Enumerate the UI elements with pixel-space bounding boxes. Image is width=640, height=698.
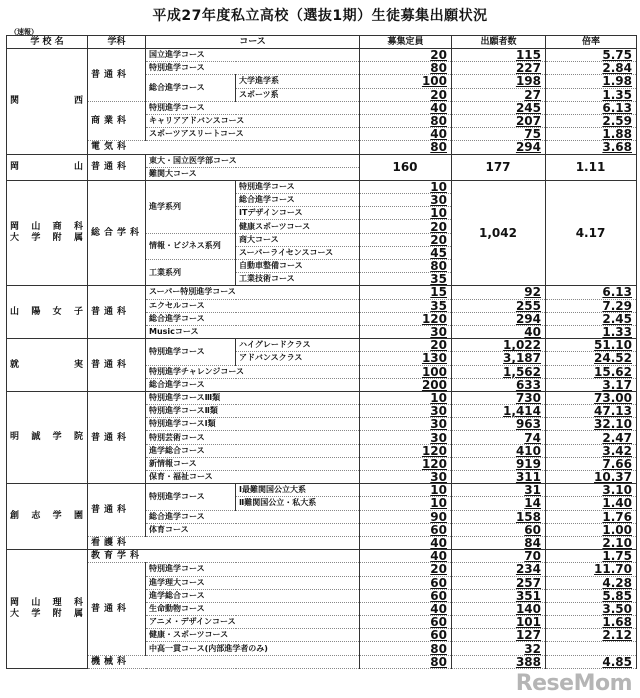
course-name: 健康・スポーツコース xyxy=(146,629,360,642)
capacity-value: 80 xyxy=(360,260,452,273)
capacity-value: 35 xyxy=(360,299,452,312)
capacity-value: 30 xyxy=(360,471,452,484)
capacity-value: 100 xyxy=(360,75,452,88)
capacity-value: 10 xyxy=(360,207,452,220)
ratio-value: 1.68 xyxy=(546,616,637,629)
course-name: ハイグレードクラス xyxy=(236,339,360,352)
header-school: 学 校 名 xyxy=(7,36,88,49)
applicants-value: 140 xyxy=(452,602,546,615)
dept-name: 普通科 xyxy=(88,484,146,537)
course-name: 総合進学コース xyxy=(146,312,360,325)
course-name: アニメ・デザインコース xyxy=(146,616,360,629)
applicants-value: 75 xyxy=(452,128,546,141)
course-name: 工業技術コース xyxy=(236,273,360,286)
table-row xyxy=(7,563,637,576)
course-name: 大学進学系 xyxy=(236,75,360,88)
school-name-line: 岡 山 xyxy=(10,161,83,172)
course-name: 特別進学コース xyxy=(146,101,360,114)
capacity-value: 30 xyxy=(360,325,452,338)
ratio-value: 5.85 xyxy=(546,589,637,602)
applicants-value: 27 xyxy=(452,88,546,101)
header-ratio: 倍率 xyxy=(546,36,637,49)
course-name: 商大コース xyxy=(236,233,360,246)
ratio-value: 1.76 xyxy=(546,510,637,523)
applicants-value: 294 xyxy=(452,141,546,154)
applicants-value: 633 xyxy=(452,378,546,391)
course-name: スーパーライセンスコース xyxy=(236,246,360,259)
resemom-watermark-logo: ReseMom xyxy=(515,671,632,696)
course-name: アドバンスクラス xyxy=(236,352,360,365)
table-row xyxy=(7,550,637,563)
capacity-value: 20 xyxy=(360,563,452,576)
course-name: 東大・国立医学部コース xyxy=(146,154,360,167)
applicants-value: 70 xyxy=(452,550,546,563)
ratio-value: 2.45 xyxy=(546,312,637,325)
course-name: 保育・福祉コース xyxy=(146,471,360,484)
capacity-value: 200 xyxy=(360,378,452,391)
dept-name: 商業科 xyxy=(88,101,146,141)
course-group-name: 進学系列 xyxy=(146,180,236,233)
course-name: 体育コース xyxy=(146,523,360,536)
ratio-value: 51.10 xyxy=(546,339,637,352)
capacity-value: 40 xyxy=(360,550,452,563)
ratio-value: 6.13 xyxy=(546,286,637,299)
capacity-value: 10 xyxy=(360,180,452,193)
capacity-value: 45 xyxy=(360,246,452,259)
capacity-value: 20 xyxy=(360,88,452,101)
school-name xyxy=(7,286,88,339)
ratio-value: 73.00 xyxy=(546,391,637,404)
school-name-line: 大学附属 xyxy=(10,608,83,619)
ratio-value: 1.75 xyxy=(546,550,637,563)
dept-name: 普通科 xyxy=(88,286,146,339)
preliminary-note: （速報） xyxy=(10,28,38,36)
school-name xyxy=(7,391,88,483)
page-title: 平成27年度私立高校（選抜1期）生徒募集出願状況 xyxy=(152,8,488,24)
applicants-value: 227 xyxy=(452,62,546,75)
ratio-value: 1.00 xyxy=(546,523,637,536)
ratio-value: 11.70 xyxy=(546,563,637,576)
course-name: スーパー特別進学コース xyxy=(146,286,360,299)
dept-name: 普通科 xyxy=(88,339,146,392)
school-name xyxy=(7,339,88,392)
school-name xyxy=(7,484,88,550)
dept-name: 看護科 xyxy=(88,536,360,549)
applicants-value: 245 xyxy=(452,101,546,114)
ratio-value xyxy=(546,642,637,655)
capacity-value: 40 xyxy=(360,101,452,114)
ratio-value: 24.52 xyxy=(546,352,637,365)
dept-name: 普通科 xyxy=(88,391,146,483)
course-name: 進学理大コース xyxy=(146,576,360,589)
course-name: 生命動物コース xyxy=(146,602,360,615)
course-group-name: 特別進学コース xyxy=(146,484,236,510)
course-name: 特別進学コース xyxy=(146,62,360,75)
ratio-value: 1.11 xyxy=(546,154,637,180)
applicants-value: 177 xyxy=(452,154,546,180)
applicants-value: 257 xyxy=(452,576,546,589)
course-name: 健康スポーツコース xyxy=(236,220,360,233)
applicants-value: 60 xyxy=(452,523,546,536)
capacity-value: 60 xyxy=(360,629,452,642)
course-group-name: 特別進学コース xyxy=(146,339,236,365)
dept-name: 普通科 xyxy=(88,563,146,655)
school-name-line: 就 実 xyxy=(10,359,83,370)
course-name: エクセルコース xyxy=(146,299,360,312)
capacity-value: 10 xyxy=(360,484,452,497)
ratio-value: 4.17 xyxy=(546,180,637,286)
school-name xyxy=(7,550,88,669)
applicants-value: 294 xyxy=(452,312,546,325)
table-row xyxy=(7,141,637,154)
ratio-value: 1.33 xyxy=(546,325,637,338)
capacity-value: 35 xyxy=(360,273,452,286)
course-name: Ⅰ最難関国公立大系 xyxy=(236,484,360,497)
ratio-value: 1.98 xyxy=(546,75,637,88)
school-name-line: 山陽女子 xyxy=(10,306,83,317)
capacity-value: 160 xyxy=(360,154,452,180)
capacity-value: 60 xyxy=(360,523,452,536)
course-name: 総合進学コース xyxy=(236,194,360,207)
course-name: キャリアアドバンスコース xyxy=(146,114,360,127)
applicants-value: 74 xyxy=(452,431,546,444)
applicants-value: 40 xyxy=(452,325,546,338)
course-name: 自動車整備コース xyxy=(236,260,360,273)
applicants-value: 92 xyxy=(452,286,546,299)
table-row xyxy=(7,536,637,549)
application-status-table xyxy=(6,35,637,669)
school-name-line: 関 西 xyxy=(10,95,83,106)
course-name: Musicコース xyxy=(146,325,360,338)
ratio-value: 7.29 xyxy=(546,299,637,312)
capacity-value: 30 xyxy=(360,194,452,207)
applicants-value: 32 xyxy=(452,642,546,655)
ratio-value: 3.10 xyxy=(546,484,637,497)
school-name-line: 岡山理科 xyxy=(10,597,83,608)
applicants-value: 730 xyxy=(452,391,546,404)
dept-name: 普通科 xyxy=(88,154,146,180)
dept-name: 教育学科 xyxy=(88,550,360,563)
applicants-value: 311 xyxy=(452,471,546,484)
capacity-value: 40 xyxy=(360,536,452,549)
applicants-value: 158 xyxy=(452,510,546,523)
dept-name: 普通科 xyxy=(88,49,146,102)
capacity-value: 120 xyxy=(360,444,452,457)
capacity-value: 20 xyxy=(360,220,452,233)
applicants-value: 410 xyxy=(452,444,546,457)
capacity-value: 100 xyxy=(360,365,452,378)
applicants-value: 919 xyxy=(452,457,546,470)
ratio-value: 1.88 xyxy=(546,128,637,141)
school-name xyxy=(7,154,88,180)
applicants-value: 1,414 xyxy=(452,405,546,418)
header-dept: 学科 xyxy=(88,36,146,49)
course-group-name: 総合進学コース xyxy=(146,75,236,101)
capacity-value: 10 xyxy=(360,391,452,404)
ratio-value: 1.35 xyxy=(546,88,637,101)
course-name: 進学総合コース xyxy=(146,444,360,457)
ratio-value: 2.84 xyxy=(546,62,637,75)
capacity-value: 30 xyxy=(360,405,452,418)
ratio-value: 3.68 xyxy=(546,141,637,154)
capacity-value: 60 xyxy=(360,576,452,589)
course-name: 総合進学コース xyxy=(146,378,360,391)
header-course: コース xyxy=(146,36,360,49)
course-name: 国立進学コース xyxy=(146,49,360,62)
applicants-value: 3,187 xyxy=(452,352,546,365)
course-name: 特別進学コースⅡ類 xyxy=(146,405,360,418)
applicants-value: 255 xyxy=(452,299,546,312)
ratio-value: 3.50 xyxy=(546,602,637,615)
dept-name: 総合学科 xyxy=(88,180,146,286)
applicants-value: 115 xyxy=(452,49,546,62)
capacity-value: 20 xyxy=(360,49,452,62)
capacity-value: 130 xyxy=(360,352,452,365)
capacity-value: 40 xyxy=(360,602,452,615)
course-name: 進学総合コース xyxy=(146,589,360,602)
ratio-value: 47.13 xyxy=(546,405,637,418)
ratio-value: 6.13 xyxy=(546,101,637,114)
course-name: 特別進学コース xyxy=(236,180,360,193)
capacity-value: 20 xyxy=(360,339,452,352)
ratio-value: 2.10 xyxy=(546,536,637,549)
header-applicants: 出願者数 xyxy=(452,36,546,49)
header-capacity: 募集定員 xyxy=(360,36,452,49)
ratio-value: 1.40 xyxy=(546,497,637,510)
ratio-value: 3.42 xyxy=(546,444,637,457)
applicants-value: 388 xyxy=(452,655,546,668)
applicants-value: 127 xyxy=(452,629,546,642)
table-row xyxy=(7,154,637,167)
course-name: 中高一貫コース(内部進学者のみ) xyxy=(146,642,360,655)
course-name: 特別進学チャレンジコース xyxy=(146,365,360,378)
course-name: 新情報コース xyxy=(146,457,360,470)
ratio-value: 10.37 xyxy=(546,471,637,484)
capacity-value: 20 xyxy=(360,233,452,246)
course-name: Ⅱ難関国公立・私大系 xyxy=(236,497,360,510)
ratio-value: 32.10 xyxy=(546,418,637,431)
capacity-value: 30 xyxy=(360,418,452,431)
course-name: 難関大コース xyxy=(146,167,360,180)
course-name: 特別進学コースⅢ類 xyxy=(146,391,360,404)
table-row xyxy=(7,49,637,62)
course-group-name: 情報・ビジネス系列 xyxy=(146,233,236,259)
ratio-value: 2.12 xyxy=(546,629,637,642)
school-name xyxy=(7,180,88,286)
applicants-value: 84 xyxy=(452,536,546,549)
applicants-value: 351 xyxy=(452,589,546,602)
capacity-value: 120 xyxy=(360,457,452,470)
school-name-line: 岡山商科 xyxy=(10,222,83,233)
applicants-value: 1,042 xyxy=(452,180,546,286)
capacity-value: 80 xyxy=(360,114,452,127)
ratio-value: 4.28 xyxy=(546,576,637,589)
applicants-value: 101 xyxy=(452,616,546,629)
table-row xyxy=(7,391,637,404)
capacity-value: 120 xyxy=(360,312,452,325)
school-name-line: 大学附属 xyxy=(10,233,83,244)
table-row xyxy=(7,180,637,193)
applicants-value: 1,022 xyxy=(452,339,546,352)
capacity-value: 80 xyxy=(360,141,452,154)
course-name: スポーツ系 xyxy=(236,88,360,101)
course-name: 総合進学コース xyxy=(146,510,360,523)
capacity-value: 60 xyxy=(360,616,452,629)
course-name: 特別進学コースⅠ類 xyxy=(146,418,360,431)
capacity-value: 80 xyxy=(360,655,452,668)
ratio-value: 15.62 xyxy=(546,365,637,378)
ratio-value: 4.85 xyxy=(546,655,637,668)
school-name xyxy=(7,49,88,155)
header-row xyxy=(7,36,637,49)
capacity-value: 15 xyxy=(360,286,452,299)
course-group-name: 工業系列 xyxy=(146,260,236,286)
applicants-value: 1,562 xyxy=(452,365,546,378)
ratio-value: 7.66 xyxy=(546,457,637,470)
table-body xyxy=(7,49,637,669)
course-name: スポーツアスリートコース xyxy=(146,128,360,141)
table-row xyxy=(7,484,637,497)
table-row xyxy=(7,286,637,299)
applicants-value: 14 xyxy=(452,497,546,510)
table-row xyxy=(7,101,637,114)
course-name: ITデザインコース xyxy=(236,207,360,220)
table-row xyxy=(7,339,637,352)
applicants-value: 31 xyxy=(452,484,546,497)
capacity-value: 80 xyxy=(360,642,452,655)
capacity-value: 10 xyxy=(360,497,452,510)
capacity-value: 40 xyxy=(360,128,452,141)
applicants-value: 198 xyxy=(452,75,546,88)
ratio-value: 2.47 xyxy=(546,431,637,444)
dept-name: 電気科 xyxy=(88,141,360,154)
capacity-value: 60 xyxy=(360,589,452,602)
applicants-value: 963 xyxy=(452,418,546,431)
table-row xyxy=(7,655,637,668)
school-name-line: 創志学園 xyxy=(10,511,83,522)
ratio-value: 5.75 xyxy=(546,49,637,62)
ratio-value: 3.17 xyxy=(546,378,637,391)
course-name: 特別芸術コース xyxy=(146,431,360,444)
capacity-value: 90 xyxy=(360,510,452,523)
capacity-value: 80 xyxy=(360,62,452,75)
applicants-value: 234 xyxy=(452,563,546,576)
capacity-value: 30 xyxy=(360,431,452,444)
ratio-value: 2.59 xyxy=(546,114,637,127)
applicants-value: 207 xyxy=(452,114,546,127)
course-name: 特別進学コース xyxy=(146,563,360,576)
dept-name: 機械科 xyxy=(88,655,360,668)
school-name-line: 明誠学院 xyxy=(10,432,83,443)
